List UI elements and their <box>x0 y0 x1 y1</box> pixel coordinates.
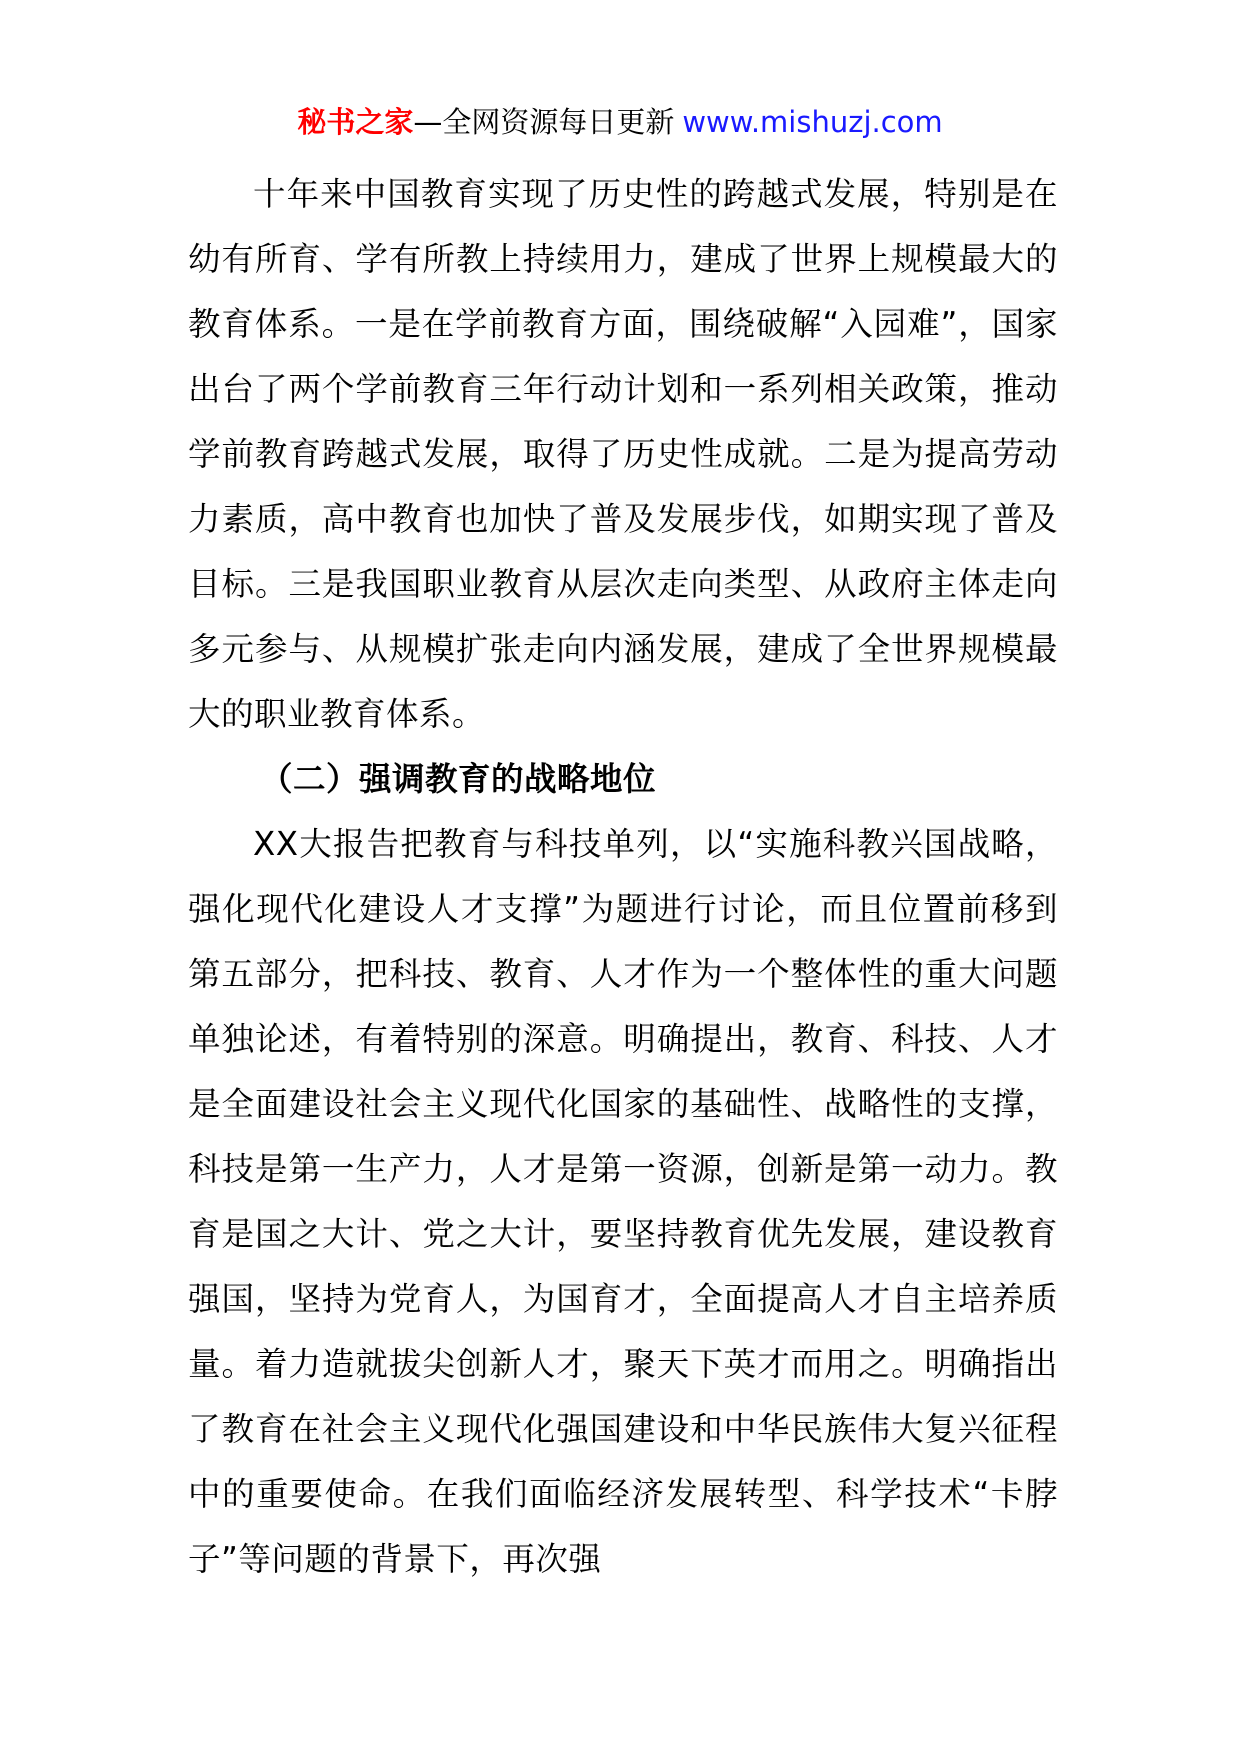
document-body <box>188 162 1058 1592</box>
site-tagline: —全网资源每日更新 <box>413 105 675 139</box>
section-heading: （二）强调教育的战略地位 <box>260 760 657 798</box>
site-brand: 秘书之家 <box>297 105 414 139</box>
watermark-header <box>0 100 1240 144</box>
site-url-link[interactable]: www.mishuzj.com <box>682 105 943 139</box>
paragraph-education-achievements: 十年来中国教育实现了历史性的跨越式发展，特别是在幼有所育、学有所教上持续用力，建成了世界上规模最大的教育体系。一是在学前教育方面，围绕破解“入园难”，国家出台了两个学前教育三年行动计划和一系列相关政策，推动学前教育跨越式发展，取得了历史性成就。二是为提高劳动力素质，高中教育也加快了普及发展步伐，如期实现了普及目标。三是我国职业教育从层次走向类型、从政府主体走向多元参与、从规模扩张走向内涵发展，建成了全世界规模最大的职业教育体系。 <box>188 175 1058 733</box>
paragraph-strategic-position: XX大报告把教育与科技单列，以“实施科教兴国战略，强化现代化建设人才支撑”为题进行讨论，而且位置前移到第五部分，把科技、教育、人才作为一个整体性的重大问题单独论述，有着特别的深意。明确提出，教育、科技、人才是全面建设社会主义现代化国家的基础性、战略性的支撑，科技是第一生产力，人才是第一资源，创新是第一动力。教育是国之大计、党之大计，要坚持教育优先发展，建设教育强国，坚持为党育人，为国育才，全面提高人才自主培养质量。着力造就拔尖创新人才，聚天下英才而用之。明确指出了教育在社会主义现代化强国建设和中华民族伟大复兴征程中的重要使命。在我们面临经济发展转型、科学技术“卡脖子”等问题的背景下，再次强 <box>188 825 1058 1578</box>
